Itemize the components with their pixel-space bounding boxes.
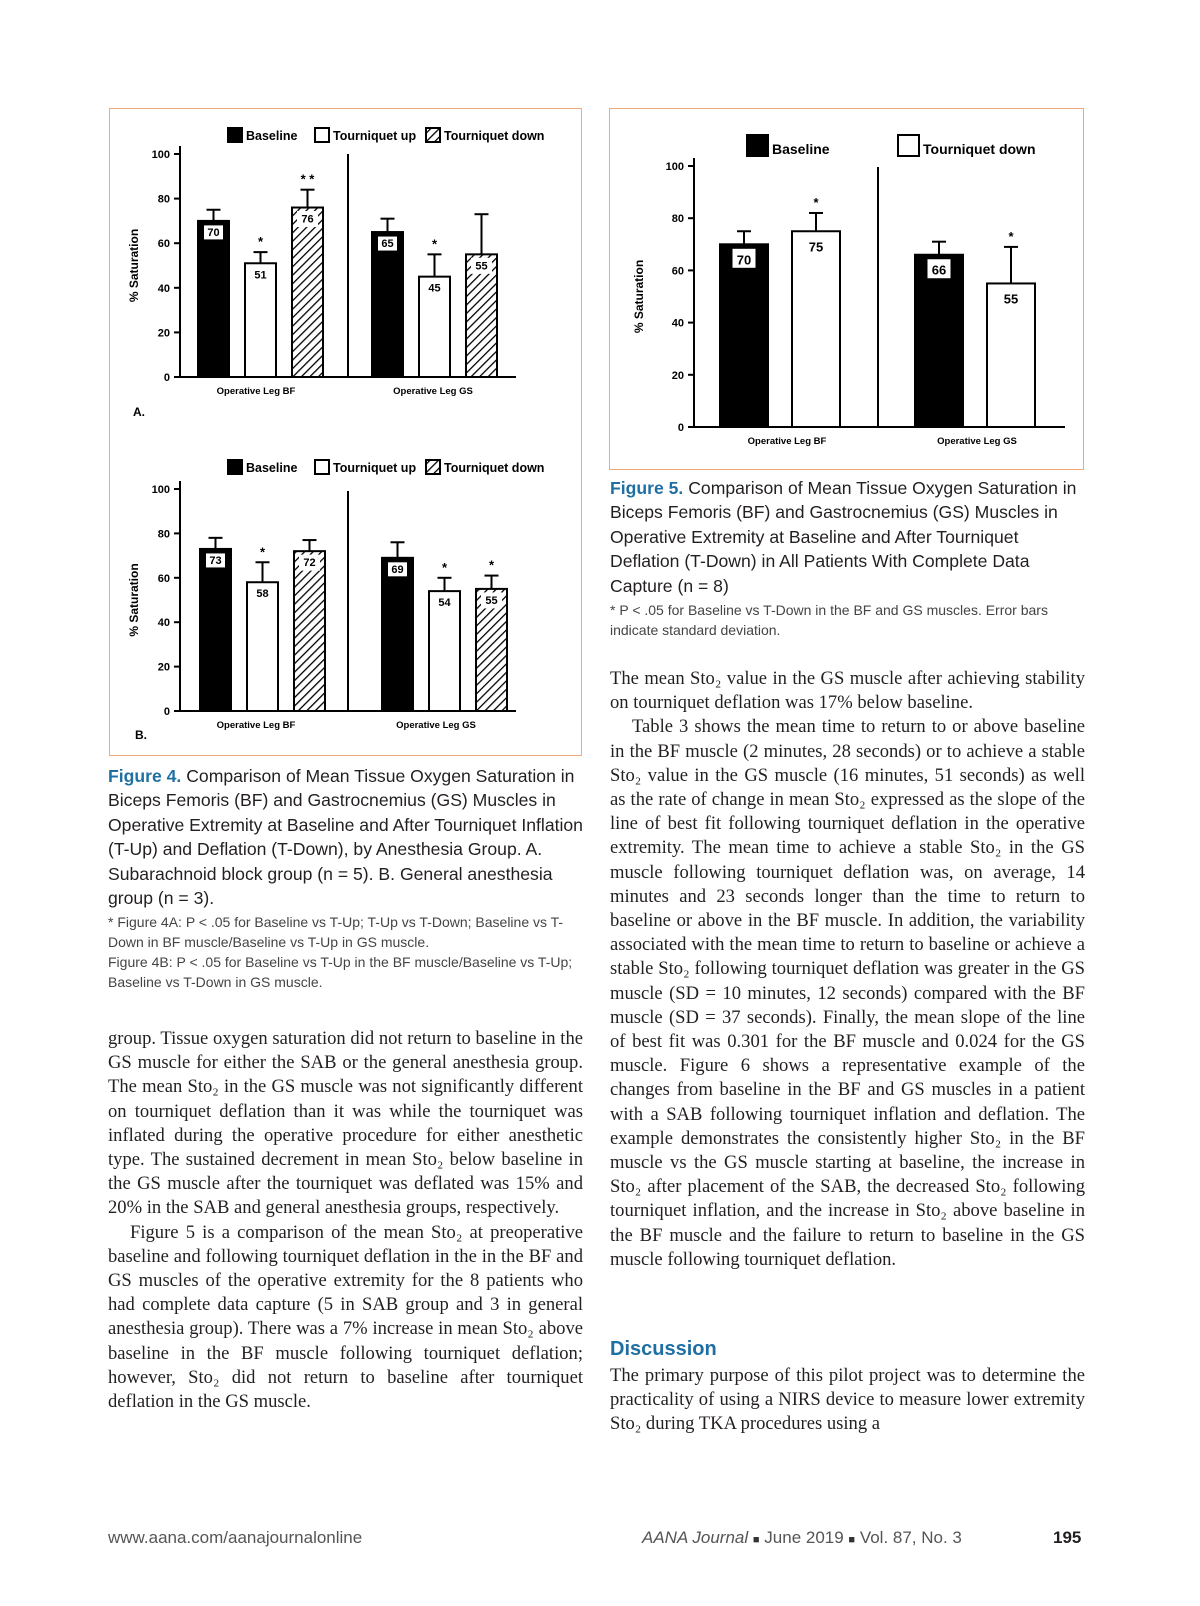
y-tick-label: 80 — [671, 213, 684, 226]
legend-swatch — [898, 135, 919, 156]
footer-journal: AANA Journal — [642, 1528, 749, 1547]
bar — [198, 221, 229, 377]
chart-panel-A — [127, 128, 544, 397]
page-number: 195 — [1053, 1528, 1082, 1547]
x-tick-label: Operative Leg GS — [396, 720, 476, 731]
data-label: 70 — [207, 226, 220, 239]
figure-4-caption-title: Figure 4. — [108, 766, 182, 786]
y-tick-label: 100 — [665, 161, 684, 173]
legend-swatch — [228, 128, 242, 142]
x-tick-label: Operative Leg BF — [216, 720, 296, 731]
y-tick-label: 100 — [151, 149, 170, 161]
footer-separator-1: ■ — [752, 1534, 760, 1546]
figure-4-box — [109, 108, 582, 756]
right-paragraph-2: Table 3 shows the mean time to return to or above baseline in the BF muscle (2 minutes, 28 seconds) or to achieve a stable Sto₂ value in the GS muscle (16 minutes, 51 seconds) as well as the rate of change in mean Sto₂ expressed as the slope of the line of best fit following tourniquet deflation in the operative extremity. The mean time to achieve a stable Sto₂ in the GS muscle following tourniquet deflation was, on average, 14 minutes and 23 seconds longer than the time to return to baseline or above in the BF muscle. In addition, the variability associated with the mean time to return to baseline or achieve a stable Sto₂ following tourniquet deflation was greater in the GS muscle (SD = 10 minutes, 12 seconds) compared with the BF muscle (SD = 37 seconds). Finally, the mean slope of the line of best fit was 0.301 for the BF muscle and 0.024 for the GS muscle. Figure 6 shows a representative example of the changes from baseline in the BF and GS muscles in a patient with a SAB following tourniquet inflation and deflation. The example demonstrates the consistently higher Sto₂ in the BF muscle vs the GS muscle starting at baseline, the increase in Sto₂ after placement of the SAB, the decreased Sto₂ following tourniquet inflation, and the increase in Sto₂ above baseline in the BF muscle and the failure to return to baseline in the GS muscle following tourniquet deflation. — [610, 716, 1085, 1270]
bar — [294, 551, 325, 711]
figure-4-caption-text: Comparison of Mean Tissue Oxygen Saturation in Biceps Femoris (BF) and Gastrocnemius (GS) Muscles in Operative Extremity at Baseline and After Tourniquet Inflation (T-Up) and Deflation (T-Down), by Anesthesia Group. A. Subarachnoid block group (n = 5). B. General anesthesia group (n = 3). — [108, 766, 583, 909]
figure-5-caption-text: Comparison of Mean Tissue Oxygen Saturation in Biceps Femoris (BF) and Gastrocnemius (GS) Muscles in Operative Extremity at Baseline and After Tourniquet Deflation (T-Down) in All Patients With Complete Data Capture (n = 8) — [610, 478, 1077, 596]
y-tick-label: 20 — [157, 661, 170, 674]
bar — [292, 208, 323, 377]
significance-marker: * — [1008, 228, 1014, 244]
bar — [720, 244, 768, 427]
y-tick-label: 40 — [157, 282, 170, 295]
y-axis-label: % Saturation — [632, 259, 646, 334]
y-axis-label: % Saturation — [127, 563, 141, 637]
significance-marker: * — [259, 544, 266, 560]
legend-swatch — [315, 128, 329, 142]
panel-b-label: B. — [135, 728, 147, 742]
y-tick-label: 0 — [163, 706, 170, 718]
data-label: 55 — [1003, 291, 1019, 307]
data-label: 51 — [254, 269, 267, 282]
y-axis-label: % Saturation — [127, 228, 141, 303]
figure-4-note-b: Figure 4B: P < .05 for Baseline vs T-Up in the BF muscle/Baseline vs T-Up; Baseline vs T-Down in GS muscle. — [108, 954, 573, 991]
legend-swatch — [315, 460, 329, 474]
bar — [200, 549, 231, 711]
y-tick-label: 60 — [671, 265, 684, 278]
panel-a-label: A. — [133, 405, 145, 419]
figure-5-caption — [610, 476, 1085, 640]
footer-separator-2: ■ — [848, 1534, 856, 1546]
significance-marker: * * — [300, 171, 315, 187]
chart-panel-B — [127, 460, 544, 731]
discussion-heading: Discussion — [610, 1338, 717, 1360]
y-tick-label: 20 — [157, 327, 170, 340]
data-label: 69 — [391, 563, 404, 576]
bar — [372, 232, 403, 377]
left-column-text — [108, 1027, 583, 1414]
x-tick-label: Operative Leg BF — [216, 386, 296, 397]
legend-label: Tourniquet down — [444, 461, 545, 475]
data-label: 58 — [256, 588, 269, 601]
discussion-paragraph: The primary purpose of this pilot project was to determine the practicality of using a NIRS device to measure lower extremity Sto₂ during TKA procedures using a — [610, 1365, 1085, 1435]
data-label: 72 — [303, 557, 316, 570]
y-tick-label: 80 — [157, 528, 170, 541]
legend-swatch — [426, 460, 440, 474]
discussion-text — [610, 1364, 1085, 1437]
y-tick-label: 80 — [157, 193, 170, 206]
right-column-text — [610, 667, 1085, 1272]
bar — [915, 255, 963, 427]
data-label: 73 — [209, 554, 222, 567]
legend-label: Tourniquet up — [333, 129, 417, 143]
figure-5-caption-title: Figure 5. — [610, 478, 684, 498]
legend-label: Baseline — [246, 129, 298, 143]
x-tick-label: Operative Leg GS — [393, 386, 473, 397]
figure-5-chart — [610, 109, 1082, 468]
left-paragraph-2: Figure 5 is a comparison of the mean Sto₂ at preoperative baseline and following tourniquet deflation in the in the BF and GS muscles of the operative extremity for the 8 patients who had complete data capture (5 in SAB group and 3 in general anesthesia group). There was a 7% increase in mean Sto₂ above baseline in the BF muscle following tourniquet deflation; however, Sto₂ did not return to baseline after tourniquet deflation in the GS muscle. — [108, 1221, 583, 1413]
figure-4-note-a: * Figure 4A: P < .05 for Baseline vs T-Up; T-Up vs T-Down; Baseline vs T-Down in BF muscle/Baseline vs T-Up in GS muscle. — [108, 914, 564, 951]
legend-label: Baseline — [246, 461, 298, 475]
right-paragraph-1: The mean Sto₂ value in the GS muscle after achieving stability on tourniquet deflation was 17% below baseline. — [610, 668, 1085, 714]
y-tick-label: 20 — [671, 369, 684, 382]
bar — [382, 558, 413, 711]
legend-swatch — [426, 128, 440, 142]
figure-4-chart — [110, 109, 580, 754]
significance-marker: * — [813, 194, 819, 210]
significance-marker: * — [488, 557, 495, 573]
data-label: 70 — [736, 252, 752, 268]
data-label: 55 — [485, 594, 498, 607]
data-label: 65 — [381, 238, 394, 251]
bar — [792, 231, 840, 427]
significance-marker: * — [431, 236, 438, 252]
significance-marker: * — [441, 559, 448, 575]
data-label: 55 — [475, 260, 488, 273]
footer-url[interactable]: www.aana.com/aanajournalonline — [108, 1528, 363, 1547]
x-tick-label: Operative Leg GS — [937, 436, 1017, 447]
y-tick-label: 60 — [157, 238, 170, 251]
data-label: 45 — [428, 282, 441, 295]
y-tick-label: 60 — [157, 572, 170, 585]
legend-label: Tourniquet down — [444, 129, 545, 143]
y-tick-label: 0 — [677, 422, 684, 434]
data-label: 66 — [931, 262, 947, 278]
legend-label: Tourniquet up — [333, 461, 417, 475]
figure-5-box — [609, 108, 1084, 470]
data-label: 75 — [808, 239, 824, 255]
legend-label: Baseline — [772, 141, 830, 157]
left-paragraph-1: group. Tissue oxygen saturation did not return to baseline in the GS muscle for either the SAB or the general anesthesia group. The mean Sto₂ in the GS muscle was not significantly different on tourniquet deflation than it was while the tourniquet was inflated during the operative procedure for either anesthetic type. The sustained decrement in mean Sto₂ below baseline in the GS muscle after the tourniquet was deflated was 15% and 20% in the SAB and general anesthesia groups, respectively. — [108, 1028, 583, 1219]
figure-5-note: * P < .05 for Baseline vs T-Down in the BF and GS muscles. Error bars indicate standard deviation. — [610, 602, 1048, 639]
data-label: 76 — [301, 213, 314, 226]
y-tick-label: 0 — [163, 372, 170, 384]
x-tick-label: Operative Leg BF — [747, 436, 827, 447]
y-tick-label: 40 — [671, 317, 684, 330]
footer-citation — [642, 1528, 962, 1548]
significance-marker: * — [257, 234, 264, 250]
chart-panel-F5 — [632, 135, 1065, 447]
legend-label: Tourniquet down — [923, 141, 1036, 157]
y-tick-label: 40 — [157, 617, 170, 630]
y-tick-label: 100 — [151, 484, 170, 496]
footer-date: June 2019 — [764, 1528, 844, 1547]
data-label: 54 — [438, 597, 451, 610]
legend-swatch — [228, 460, 242, 474]
footer-volume: Vol. 87, No. 3 — [859, 1528, 962, 1547]
figure-4-caption — [108, 764, 586, 992]
legend-swatch — [747, 135, 768, 156]
